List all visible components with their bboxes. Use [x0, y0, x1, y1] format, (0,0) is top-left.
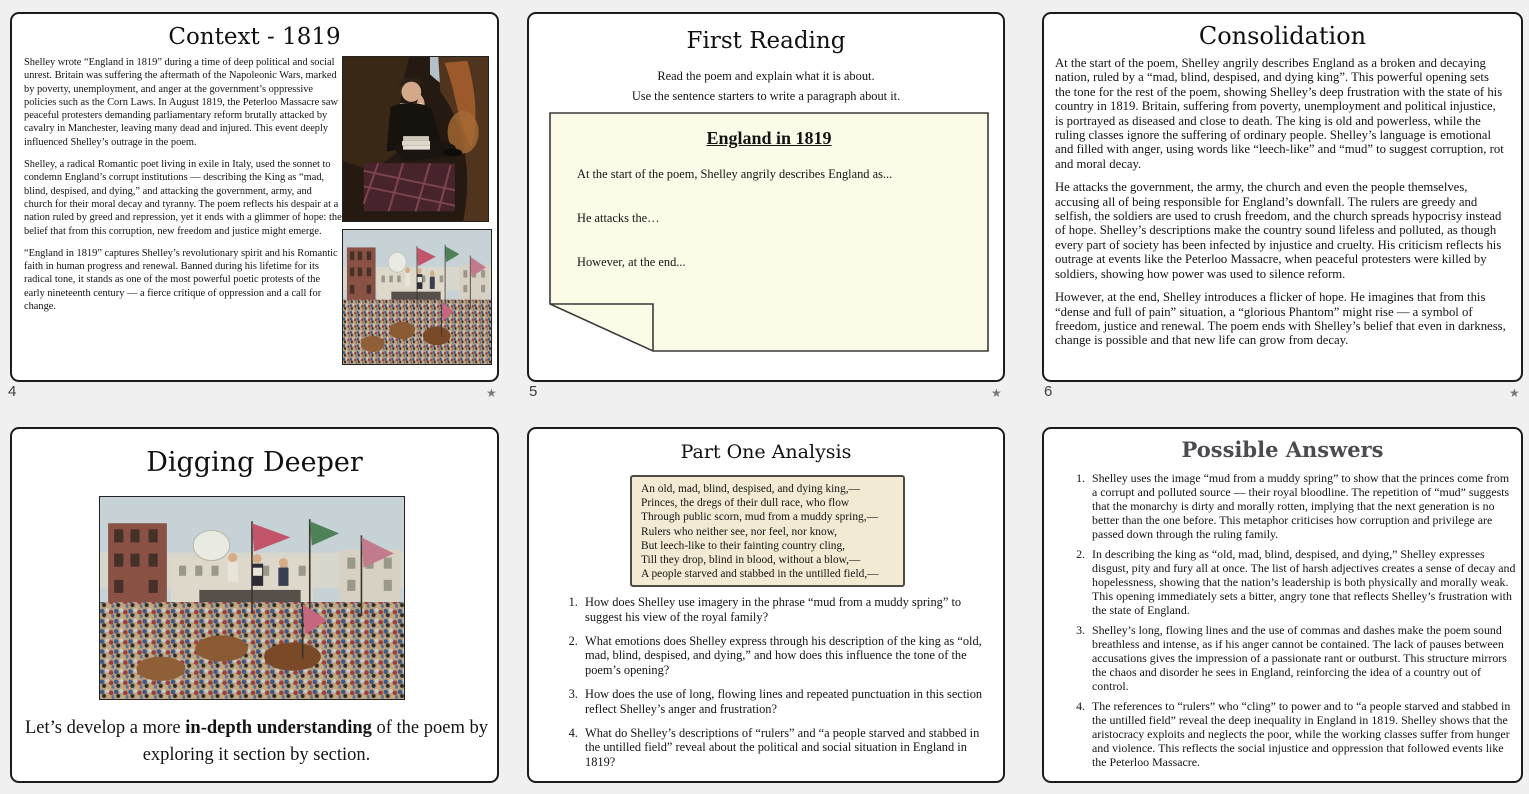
slide-consolidation[interactable] [1042, 12, 1523, 382]
poem-line: Till they drop, blind in blood, without a blow,— [641, 554, 861, 567]
instruction-line: Read the poem and explain what it is about. [657, 69, 875, 83]
paragraph: “England in 1819” captures Shelley’s revolutionary spirit and his Romantic faith in human progress and renewal. Banned during his lifetime for its radical tone, it stands as one of the most powerful poetic protests of the early nineteenth century — a fierce critique of oppression and a call for change. [24, 247, 338, 313]
caption-bold-text: in-depth understanding [185, 718, 372, 738]
paragraph: At the start of the poem, Shelley angrily describes England as a broken and decaying nation, ruled by a “mad, blind, despised, and dying king”. This powerful opening sets the tone for the rest of the poem, showing Shelley’s deep frustration with the state of his country in 1819. Britain, suffering from poverty, unemployment and political injustice, is portrayed as diseased and close to death. The king is old and powerless, while the ruling classes ignore the suffering of ordinary people. Shelley’s language is emotional and filled with anger, using words like “leech-like” and “mud” to suggest corruption, rot and moral decay. [1055, 56, 1504, 171]
paragraph: He attacks the government, the army, the church and even the people themselves, accusing all of being responsible for England’s downfall. The rulers are greedy and selfish, the soldiers are used to crush freedom, and the church spreads hypocrisy instead of hope. Shelley’s descriptions make the country sound lifeless and polluted, as though every part of society has been infected by injustice and cruelty. His criticism reflects his outrage at events like the Peterloo Massacre, when peaceful protesters were killed by soldiers, showing how power was used to silence reform. [1055, 180, 1502, 281]
page-title: Possible Answers [1181, 437, 1384, 462]
slide-number: 4 [8, 383, 17, 400]
page-title: Context - 1819 [168, 24, 341, 50]
answer-item: 4. The references to “rulers” who “cling” to power and to “a people starved and stabbed in the untilled field” reveal the deep inequality in England in 1819. Shelley shows that the aristocracy exploits and neglects the poor, while the working classes suffer from hunger and violence. This reflects the social injustice and oppression that followed events like the Peterloo Massacre. [1088, 699, 1516, 769]
questions-list [545, 595, 983, 779]
slide-digging-deeper[interactable] [10, 427, 499, 783]
peterloo-massacre-image [342, 229, 492, 365]
context-body-text [24, 56, 342, 322]
caption-text: Let’s develop a more [24, 718, 186, 738]
poem-line: Through public scorn, mud from a muddy spring,— [641, 511, 878, 524]
slide-context-1819[interactable] [10, 12, 499, 382]
page-title: Digging Deeper [146, 447, 363, 478]
answer-item: 2. In describing the king as “old, mad, blind, despised, and dying,” Shelley expresses disgust, pity and fury all at once. The list of harsh adjectives creates a sense of decay and hopelessness, showing that the nation’s leadership is both physically and morally weak. This opening immediately sets a bitter, angry tone that reflects Shelley’s frustration with the state of England. [1088, 547, 1516, 617]
animation-star-icon: ★ [991, 386, 1002, 400]
slide-possible-answers[interactable] [1042, 427, 1523, 783]
question-item: 2. What emotions does Shelley express through his description of the king as “old, mad, blind, despised, and dying,” and how does this influence the tone of the poem’s opening? [581, 634, 983, 678]
poem-excerpt-box [630, 475, 905, 587]
consolidation-body-text [1055, 56, 1507, 357]
poem-title: England in 1819 [706, 128, 832, 148]
answers-list [1058, 471, 1516, 775]
peterloo-massacre-image-large [99, 496, 405, 700]
slide-number: 6 [1044, 383, 1053, 400]
poem-line: But leech-like to their fainting country cling, [641, 539, 846, 552]
sentence-starters-note [549, 112, 989, 352]
paragraph: However, at the end, Shelley introduces a flicker of hope. He imagines that from this “dense and full of pain” situation, a “glorious Phantom” might rise — a symbol of freedom, justice and renewal. The poem ends with Shelley’s belief that even in darkness, change is possible and that new life can grow from decay. [1055, 290, 1506, 348]
paragraph: Shelley wrote “England in 1819” during a time of deep political and social unrest. Britain was suffering the aftermath of the Napoleonic Wars, marked by poverty, unemployment, and anger at the government’s oppressive policies such as the Corn Laws. In August 1819, the Peterloo Massacre saw peaceful protesters demanding parliamentary reform brutally attacked by cavalry in Manchester, leaving many dead and injured. This event deeply influenced Shelley’s outrage in the poem. [24, 57, 338, 148]
page-title: Part One Analysis [680, 441, 852, 463]
page-title: Consolidation [1198, 22, 1367, 50]
shelley-portrait-image [342, 56, 489, 222]
instructions [529, 66, 1003, 106]
paragraph: Shelley, a radical Romantic poet living in exile in Italy, used the sonnet to condemn England’s corrupt institutions — describing the King as “mad, blind, despised, and dying,” and attacking the government, army, and church for their moral decay and tyranny. The poem reflects his despair at a nation ruled by greed and repression, yet it ends with a glimmer of hope: the belief that from this corruption, new freedom and justice might emerge. [24, 159, 342, 237]
question-item: 1. How does Shelley use imagery in the phrase “mud from a muddy spring” to suggest his view of the royal family? [581, 595, 983, 625]
question-item: 3. How does the use of long, flowing lines and repeated punctuation in this section reflect Shelley’s anger and frustration? [581, 687, 983, 717]
slide-number: 5 [529, 383, 538, 400]
poem-line: A people starved and stabbed in the untilled field,— [641, 568, 879, 581]
question-item: 4. What do Shelley’s descriptions of “rulers” and “a people starved and stabbed in the untilled field” reveal about the political and social situation in England in 1819? [581, 726, 983, 770]
sentence-starter: However, at the end... [577, 255, 686, 269]
instruction-line: Use the sentence starters to write a paragraph about it. [631, 89, 901, 103]
answer-item: 3. Shelley’s long, flowing lines and the use of commas and dashes make the poem sound breathless and intense, as if his anger cannot be contained. The lack of pauses between accusations gives the impression of a passionate rant or outburst. This structure mirrors the chaos and disorder he sees in England, reinforcing the idea of a country out of control. [1088, 623, 1516, 693]
answer-item: 1. Shelley uses the image “mud from a muddy spring” to show that the princes come from a corrupt and polluted source — their royal bloodline. The repetition of “mud” suggests that the monarchy is dirty and morally rotten, implying that the next generation is no better than the one before. This metaphor criticises how corruption and privilege are passed down through the ruling family. [1088, 471, 1516, 541]
slide-first-reading[interactable] [527, 12, 1005, 382]
poem-line: An old, mad, blind, despised, and dying king,— [641, 483, 860, 495]
slide-part-one-analysis[interactable] [527, 427, 1005, 783]
poem-line: Rulers who neither see, nor feel, nor know, [641, 525, 838, 538]
poem-line: Princes, the dregs of their dull race, who flow [641, 497, 850, 510]
page-title: First Reading [686, 28, 846, 54]
animation-star-icon: ★ [1509, 386, 1520, 400]
sentence-starter: He attacks the… [577, 211, 660, 225]
animation-star-icon: ★ [486, 386, 497, 400]
caption-text: of the poem by exploring it section by section. [142, 718, 488, 765]
caption [22, 715, 491, 769]
sentence-starter: At the start of the poem, Shelley angrily describes England as... [577, 167, 893, 181]
